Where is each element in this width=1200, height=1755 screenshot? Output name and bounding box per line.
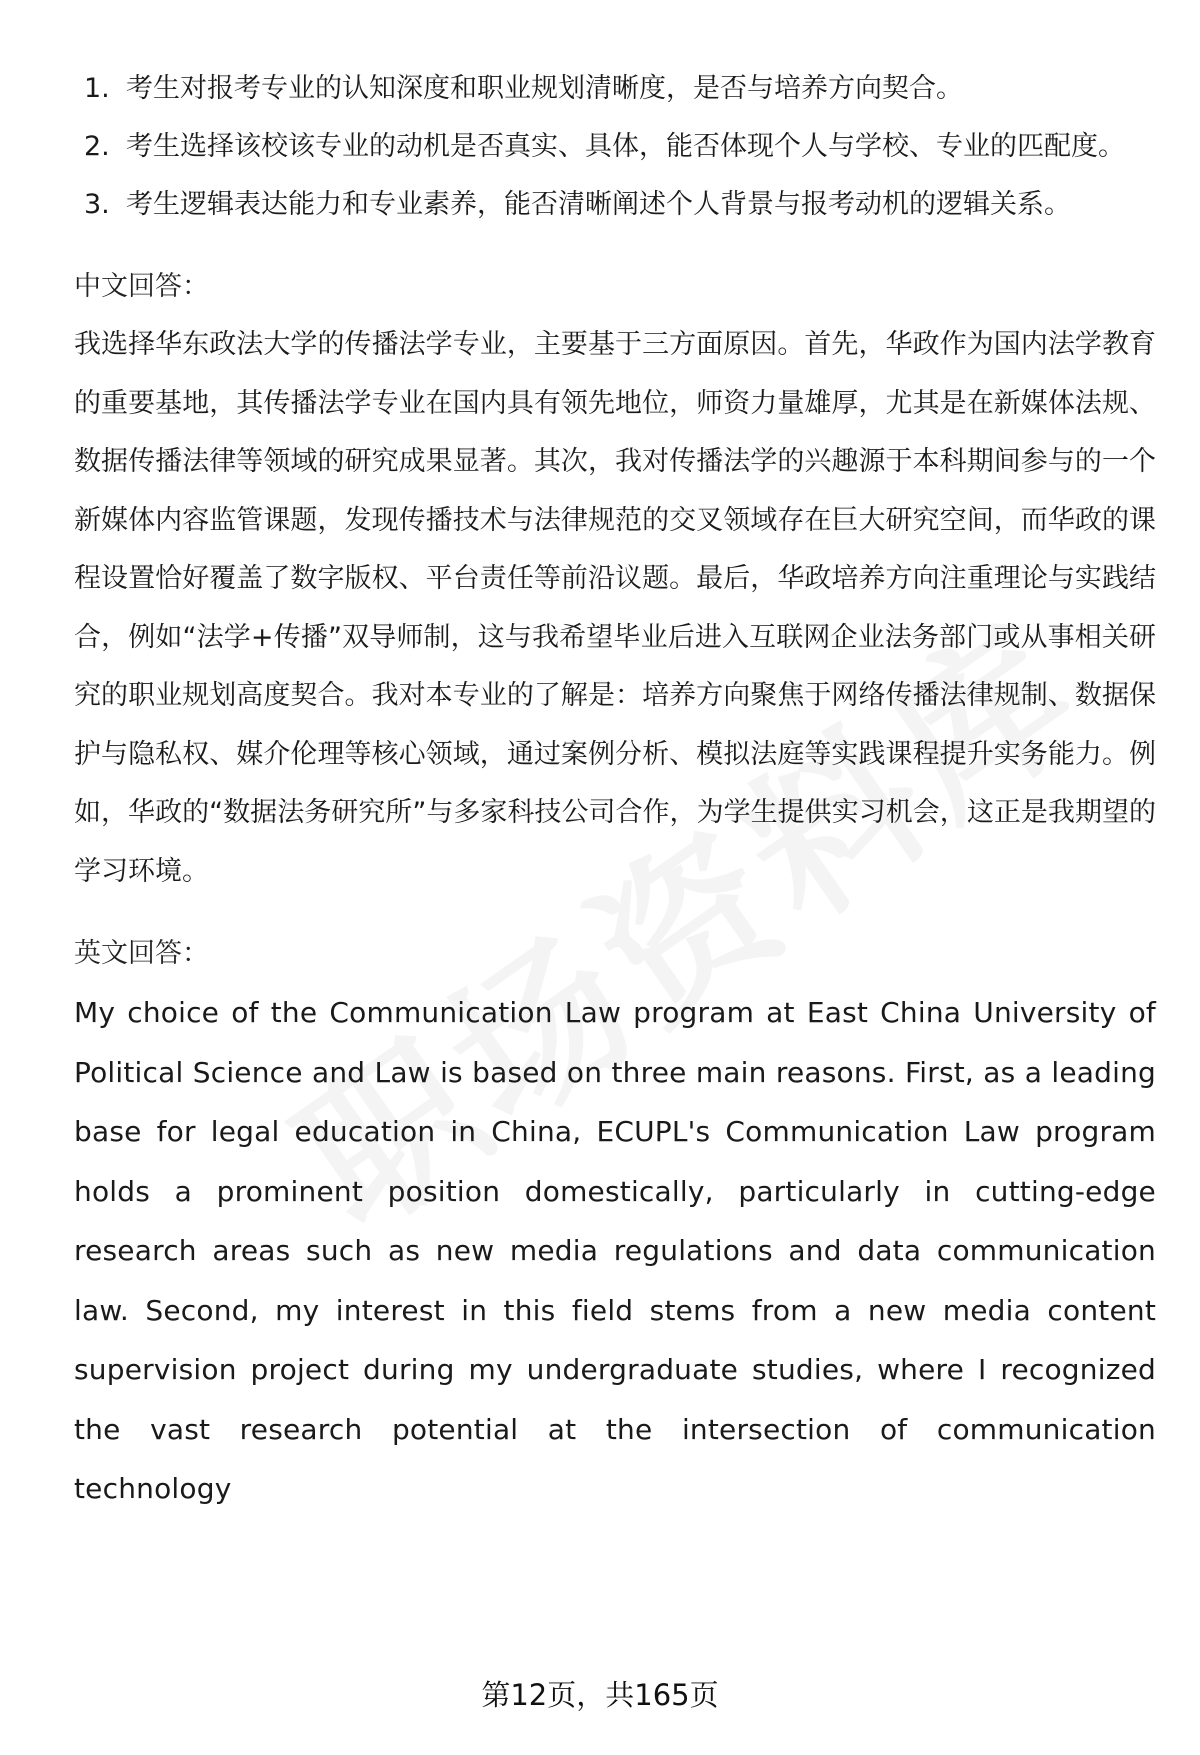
page-number-footer: 第12页，共165页 <box>481 1678 719 1712</box>
evaluation-criteria-list <box>74 60 1156 234</box>
list-item-number: 1. <box>84 73 110 104</box>
list-item-number: 2. <box>84 131 110 162</box>
list-item-number: 3. <box>84 189 110 220</box>
list-item <box>74 118 1156 176</box>
list-item-text: 考生选择该校该专业的动机是否真实、具体，能否体现个人与学校、专业的匹配度。 <box>126 131 1125 162</box>
chinese-answer-label: 中文回答： <box>74 271 209 302</box>
list-item <box>74 60 1156 118</box>
chinese-answer-paragraph: 我选择华东政法大学的传播法学专业，主要基于三方面原因。首先，华政作为国内法学教育的重要基地，其传播法学专业在国内具有领先地位，师资力量雄厚，尤其是在新媒体法规、数据传播法律等领域的研究成果显著。其次，我对传播法学的兴趣源于本科期间参与的一个新媒体内容监管课题，发现传播技术与法律规范的交叉领域存在巨大研究空间，而华政的课程设置恰好覆盖了数字版权、平台责任等前沿议题。最后，华政培养方向注重理论与实践结合，例如“法学+传播”双导师制，这与我希望毕业后进入互联网企业法务部门或从事相关研究的职业规划高度契合。我对本专业的了解是：培养方向聚焦于网络传播法律规制、数据保护与隐私权、媒介伦理等核心领域，通过案例分析、模拟法庭等实践课程提升实务能力。例如，华政的“数据法务研究所”与多家科技公司合作，为学生提供实习机会，这正是我期望的学习环境。 <box>74 329 1156 887</box>
english-answer-label: 英文回答： <box>74 938 209 969</box>
document-page <box>74 60 1156 1519</box>
english-answer-paragraph: My choice of the Communication Law program at East China University of Political Science and Law is based on three main reasons. First, as a leading base for legal education in China, ECUPL's Communication Law program holds a prominent position domestically, particularly in cutting-edge research areas such as new media regulations and data communication law. Second, my interest in this field stems from a new media content supervision project during my undergraduate studies, where I recognized the vast research potential at the intersection of communication technology <box>74 996 1156 1505</box>
list-item-text: 考生逻辑表达能力和专业素养，能否清晰阐述个人背景与报考动机的逻辑关系。 <box>126 189 1071 220</box>
list-item <box>74 176 1156 234</box>
list-item-text: 考生对报考专业的认知深度和职业规划清晰度，是否与培养方向契合。 <box>126 73 963 104</box>
